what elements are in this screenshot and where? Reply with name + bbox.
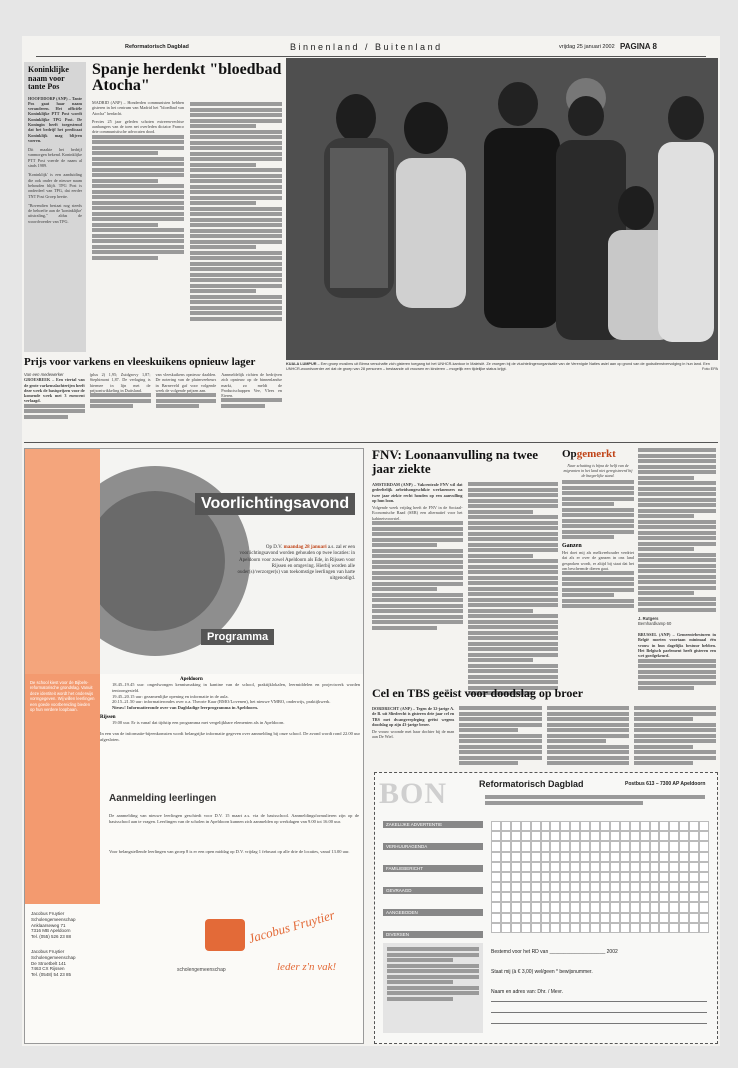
opinion-body: Het doet mij als melkveehouder verdriet dat als er over de ganzen in ons land gesproken wordt, er altijd bij staat dat het om beschermde dieren gaat. — [562, 550, 634, 571]
program-body — [100, 677, 360, 742]
bon-price-box — [383, 943, 483, 1033]
signature-address: Bernhardkamp 60 — [638, 620, 672, 626]
bon-postbus: Postbus 613 – 7300 AP Apeldoorn — [625, 781, 706, 787]
prices-article — [24, 356, 282, 436]
bon-footer-3: Naam en adres van: Dhr. / Mevr. — [491, 989, 563, 995]
ad-side-panel — [25, 674, 100, 904]
ad-note: In een van de informatie-bijeenkomsten wordt belangrijke informatie gegeven over aanmelding bij onze school. De avond wordt rond 22.00 uur afgesloten. — [100, 730, 360, 742]
tbs-headline: Cel en TBS geëist voor doodslag op broer — [372, 686, 584, 700]
spain-lead: MADRID (ANP) – Honderden communisten hebben gisteren in het centrum van Madrid het "bloedbad van Atocha" herdacht. — [92, 100, 184, 116]
kpn-body-1: Dit maakte het bedrijf vanmorgen bekend. Koninklijke PTT Post voerde de naam al sinds 1989. — [28, 147, 82, 169]
tbs-body: De vrouw woonde met haar dochter bij de man aan De Wiel. — [372, 729, 455, 740]
bon-footer-2: Staat mij (à € 3,00) wel/geen * bewijsnummer. — [491, 969, 593, 975]
spain-body: Precies 25 jaar geleden schoten extreem-rechtse aanhangers van de toen net overleden dictator Franco drie communistische advocaten dood. — [92, 118, 184, 135]
bon-title: Reformatorisch Dagblad — [479, 779, 584, 789]
photo-figures — [286, 58, 718, 360]
bon-footer-1: Bestemd voor het RD van ____________________ 2002 — [491, 949, 618, 955]
page-label: PAGINA 8 — [620, 42, 657, 51]
header-rule — [36, 56, 706, 57]
date: vrijdag 25 januari 2002 — [559, 44, 615, 50]
right-column — [638, 448, 716, 692]
opinion-title: Opgemerkt — [562, 448, 616, 460]
opinion-quote: Naar schatting is bijna de helft van de migranten in het land niet geregistreerd bij de burgerlijke stand. — [563, 463, 633, 478]
tbs-lead: DORDRECHT (ANP) – Tegen de 32-jarige A. de B. uit Sliedrecht is gisteren drie jaar cel en TBS met dwangverpleging geëist wegens doodslag op zijn 43-jarige broer. — [372, 706, 455, 727]
school-logo-mark — [205, 919, 245, 951]
prices-lead: GROESBEEK – Een viertal van de grote varkensslachterijen heeft deze week de basisprijzen voor de komende week met 3 eurocent verlaagd. — [24, 377, 85, 404]
prices-byline: Van een medewerker — [24, 372, 64, 377]
kpn-body-2: 'Koninklijk' is een aanduiding die ook onder de nieuwe naam behouden blijft. TPG Post is onderdeel van TPG, dat eerder TNT Post Groep heette. — [28, 172, 82, 199]
opinion-subhead: Ganzen — [562, 543, 582, 549]
registration-body-2: Voor belangstellende leerlingen van groep 8 is er een open middag op D.V. vrijdag 1 februari op alle drie de locaties, vanaf 13.00 uur. — [109, 849, 350, 854]
registration-title: Aanmelding leerlingen — [109, 793, 217, 804]
newspaper-page — [22, 36, 720, 1046]
category-aangeboden[interactable]: AANGEBODEN — [383, 909, 483, 916]
program-item-3: 20.15–21.50 uur: informatierondes over o.a. Theorie Kaar (BMO/Lovenen), het nieuwe VMBO, onderwijs, praktijkwerk. — [112, 699, 331, 705]
category-diversen[interactable]: DIVERSEN — [383, 931, 483, 938]
address-rijssen: Jacobus Fruytier Scholengemeenschap De Stroetbelt 141 7463 CX Rijssen Tel. (0548) 54 23 85 — [31, 949, 76, 978]
program-item-2: 19.45–20.15 uur: gezamenlijke opening en informatie in de aula. — [112, 693, 229, 699]
fnv-article — [372, 448, 558, 697]
kpn-headline: Koninklijke naam voor tante Pos — [28, 65, 69, 91]
kpn-article — [24, 62, 86, 352]
category-verhuur[interactable]: VERHUURAGENDA — [383, 843, 483, 850]
school-slogan: leder z'n vak! — [277, 961, 337, 973]
photo-caption: KUALA LUMPUR – Een groep moslims uit Birma verschafte zich gisteren toegang tot het UNHCR-kantoor in Maleisië. Ze vroegen bij de vluchtelingenorganisatie van de Verenigde Naties asiel aan op grond van de godsdienstvervolging in hun land. Een UNHCR-woordvoerder zei dat de groep van 28 personen – bestaande uit vrouwen en kinderen – mogelijk een tijdelijke status krijgt. Foto EPA — [286, 362, 718, 371]
ad-title: Voorlichtingsavond — [195, 493, 355, 515]
tbs-article — [372, 686, 716, 767]
spain-article — [92, 62, 282, 352]
news-photo — [286, 58, 718, 360]
category-list — [383, 821, 483, 953]
category-gevraagd[interactable]: GEVRAAGD — [383, 887, 483, 894]
opinion-column — [562, 448, 634, 680]
program-item-4: Nieuw! Informatieronde over van Dagbladige leerprogramma in Apeldoorn. — [112, 705, 258, 711]
ad-intro: Op D.V. maandag 28 januari a.s. zal er een voorlichtingsavond worden gehouden op twee locaties: in Apeldoorn voor zowel Apeldoorn als Ede, in Rijssen voor Rijssen en omgeving. Hierbij worden alle ouder(s)/verzorger(s) van toekomstige leerlingen van harte uitgenodigd. — [237, 545, 355, 582]
school-ad — [24, 448, 364, 1044]
prices-col-4: Aanmeldelijk richten de bedrijven zich opnieuw op de binnenlandse markt, zo meldt de Productschappen Vee, Vlees en Eieren. — [221, 372, 282, 399]
registration-body: De aanmelding van nieuwe leerlingen geschiedt voor D.V. 15 maart a.s. via de basisschool. Aanmeldingsformulieren zijn op de basisschool aan te vragen. Leerlingen van de scholen in Apeldoorn kunnen zich aanmelden op werkdagen van 9.00 tot 16.00 uur. — [109, 813, 359, 824]
masthead: Reformatorisch Dagblad — [125, 44, 189, 50]
address-lines[interactable] — [491, 1001, 707, 1036]
fnv-lead: AMSTERDAM (ANP) – Vakcentrale FNV wil dat gedeeltelijk arbeidsongeschikte werknemers na twee jaar ziekte recht houden op een aanvulling op hun loon. — [372, 482, 463, 503]
spain-headline: Spanje herdenkt "bloedbad Atocha" — [92, 61, 282, 94]
school-logo-sub: scholengemeenschap — [177, 967, 226, 973]
brussel-lead: BRUSSEL (ANP) – Gemeentebesturen in België moeten voortaan minimaal één vrouw in hun dagelijks bestuur hebben. Het Belgisch parlement heeft gisteren een wet goedgekeurd. — [638, 632, 716, 659]
address-apeldoorn: Jacobus Fruytier Scholengemeenschap Anklaarseweg 71 7316 MB Apeldoorn Tel. (055) 526 23 88 — [31, 911, 76, 940]
program-item-rijssen: 19.00 uur. Er is vanaf dat tijdstip een programma met vergelijkbare elementen als in Apeldoorn. — [112, 719, 285, 725]
category-familie[interactable]: FAMILIEBERICHT — [383, 865, 483, 872]
prices-col-3: van vleeskuikens opnieuw daalden. De notering van de pluimveebeurs in Barneveld gaf voor volgende week de volgende prijzen aan. — [155, 372, 217, 393]
program-title: Programma — [201, 629, 274, 645]
order-coupon — [374, 772, 718, 1044]
section-title: Binnenland / Buitenland — [290, 42, 443, 52]
fnv-body: Volgende week vrijdag heeft de FNV in de Sociaal-Economische Raad (SER) een alternatief voor het kabinetsvoorstel. — [372, 505, 463, 521]
letter-grid[interactable] — [491, 821, 709, 933]
bon-logo: BON — [379, 777, 448, 810]
location-2: Rijssen — [100, 714, 116, 720]
ad-side-text: De school kiest voor de Bijbels-reformatorische grondslag. Vanuit deze identiteit wordt het onderwijs vormgegeven. Wij willen leerlingen een goede voorbereiding bieden op hun verdere loopbaan. — [30, 680, 95, 713]
program-item-1: 18.45–19.45 uur: ongedwongen kennismaking in kantine van de school, praktijklokalen, leermiddelen en projectwerk worden tentoongesteld. — [112, 682, 360, 693]
location-1: Apeldoorn — [180, 677, 203, 682]
prices-col-2: (plus 2) 1,95; Zuidgrovy 1,87; Stephimont 1,87. De verlaging is hiermee in lijn met de prijsontwikkeling in Duitsland. — [89, 372, 151, 393]
fnv-headline: FNV: Loonaanvulling na twee jaar ziekte — [372, 447, 539, 476]
category-zakelijk[interactable]: ZAKELIJKE ADVERTENTIE — [383, 821, 483, 828]
kpn-body-3: "Bovendien bestaat nog steeds de behoefte aan de 'koninklijke' uitstraling," aldus de woordvoerder van TPG. — [28, 202, 82, 224]
prices-headline: Prijs voor varkens en vleeskuikens opnieuw lager — [24, 356, 256, 368]
section-rule — [24, 442, 718, 443]
signature-name: J. Rutgers — [638, 615, 659, 621]
photo-credit: Foto EPA — [702, 366, 718, 371]
school-logo-text: Jacobus Fruytier — [246, 907, 337, 947]
kpn-lead: HOOFDDORP (ANP) – Tante Pos gaat haar naam veranderen. Het officiële Koninklijke PTT Post wordt Koninklijke TPG Post. De Koningin heeft toegestemd dat het bedrijf het predicaat Koninklijk mag blijven voeren. — [28, 95, 82, 143]
